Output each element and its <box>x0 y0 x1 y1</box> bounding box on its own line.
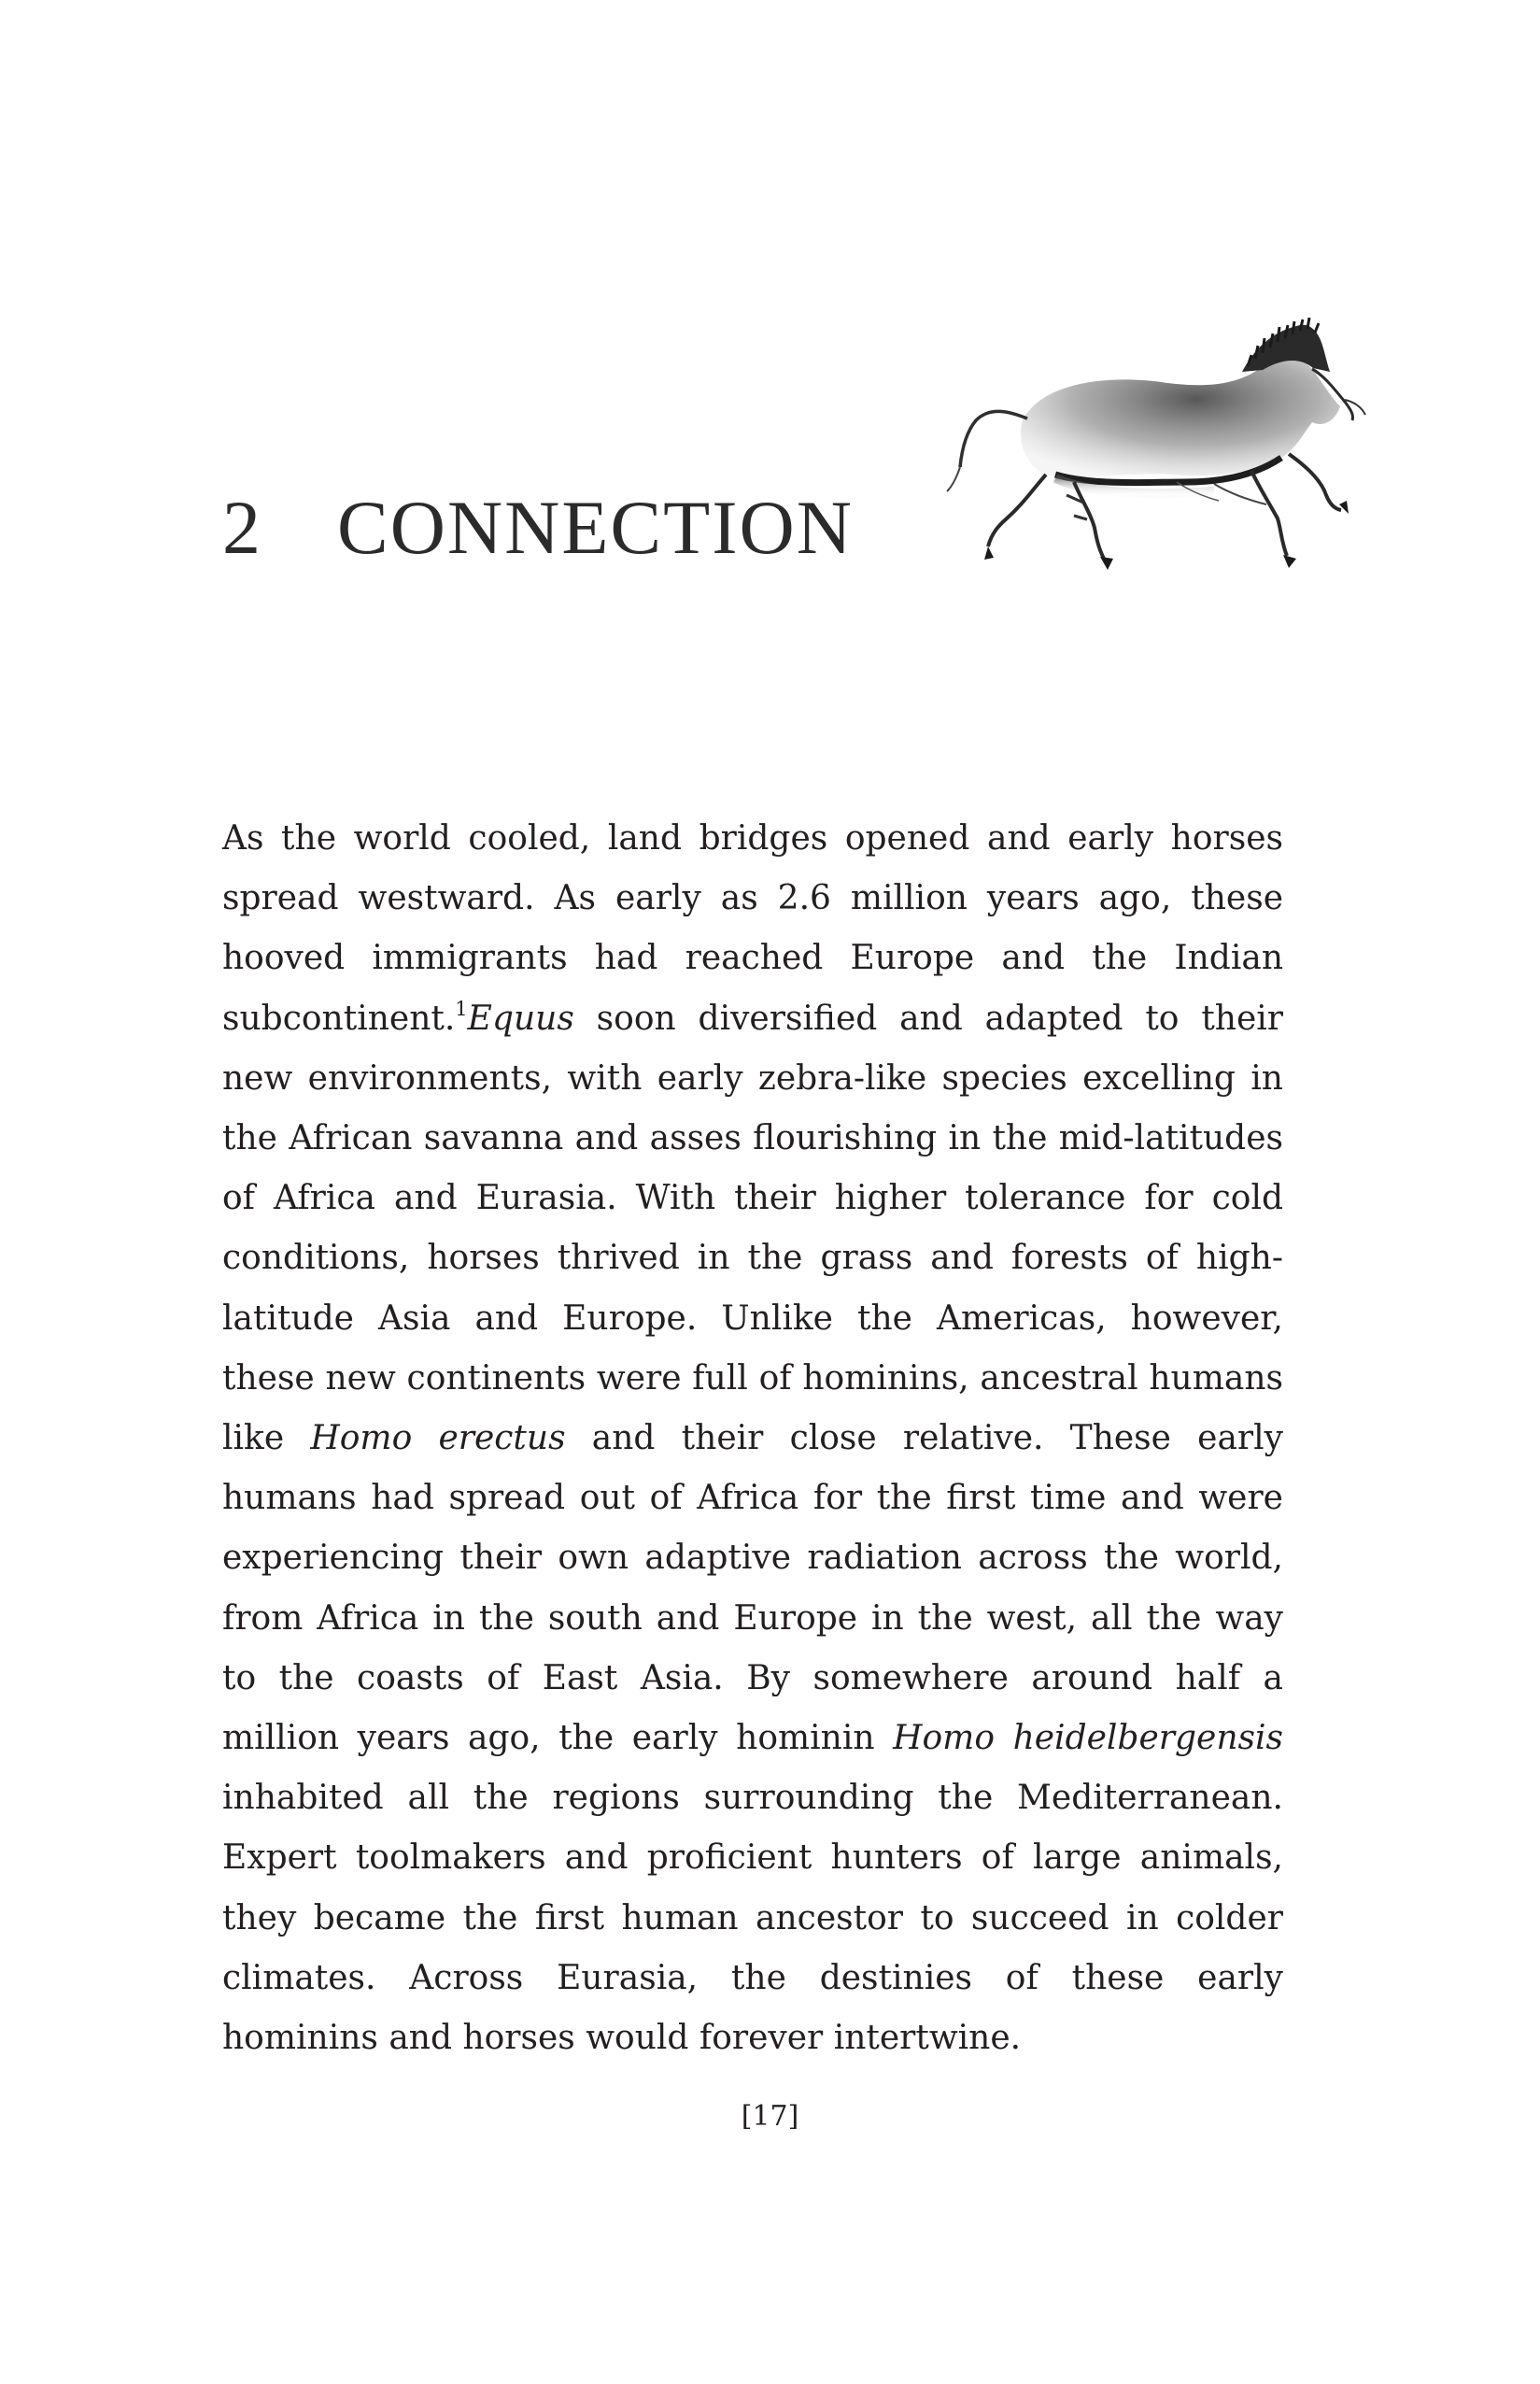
chapter-number: 2 <box>222 485 262 570</box>
chapter-body-text <box>222 809 1283 2068</box>
chapter-title: CONNECTION <box>337 485 854 570</box>
body-sentence-2: soon diversified and adapted to their new environments, with early zebra-like species excelling in the African savanna and asses flourishing in the mid-latitudes of Africa and Eurasia. With their higher tolerance for cold conditions, horses thrived in the grass and forests of high-latitude Asia and Europe. Unlike the Americas, however, these new continents were full of hominins, ancestral humans like <box>222 999 1283 1458</box>
taxon-homo-heidelbergensis: Homo heidelbergensis <box>893 1719 1283 1758</box>
chapter-heading <box>222 476 854 579</box>
taxon-equus: Equus <box>467 999 574 1038</box>
page-number: [17] <box>741 2100 799 2133</box>
body-sentence-1: As the world cooled, land bridges opened and early horses spread westward. As early as 2.6 million years ago, these hooved immigrants had reached Europe and the Indian subcontinent. <box>222 819 1283 1038</box>
horse-illustration-icon <box>934 318 1373 579</box>
footnote-marker: 1 <box>455 997 468 1020</box>
body-sentence-3: and their close relative. These early humans had spread out of Africa for the first time and were experiencing their own adaptive radiation across the world, from Africa in the south and Europe in the west, all the way to the coasts of East Asia. By somewhere around half a million years ago, the early hominin <box>222 1419 1283 1758</box>
body-sentence-4: inhabited all the regions surrounding the Mediterranean. Expert toolmakers and proficient hunters of large animals, they became the first human ancestor to succeed in colder climates. Across Eurasia, the destinies of these early hominins and horses would forever intertwine. <box>222 1779 1283 2058</box>
body-paragraph <box>222 809 1283 2068</box>
taxon-homo-erectus: Homo erectus <box>310 1419 566 1458</box>
